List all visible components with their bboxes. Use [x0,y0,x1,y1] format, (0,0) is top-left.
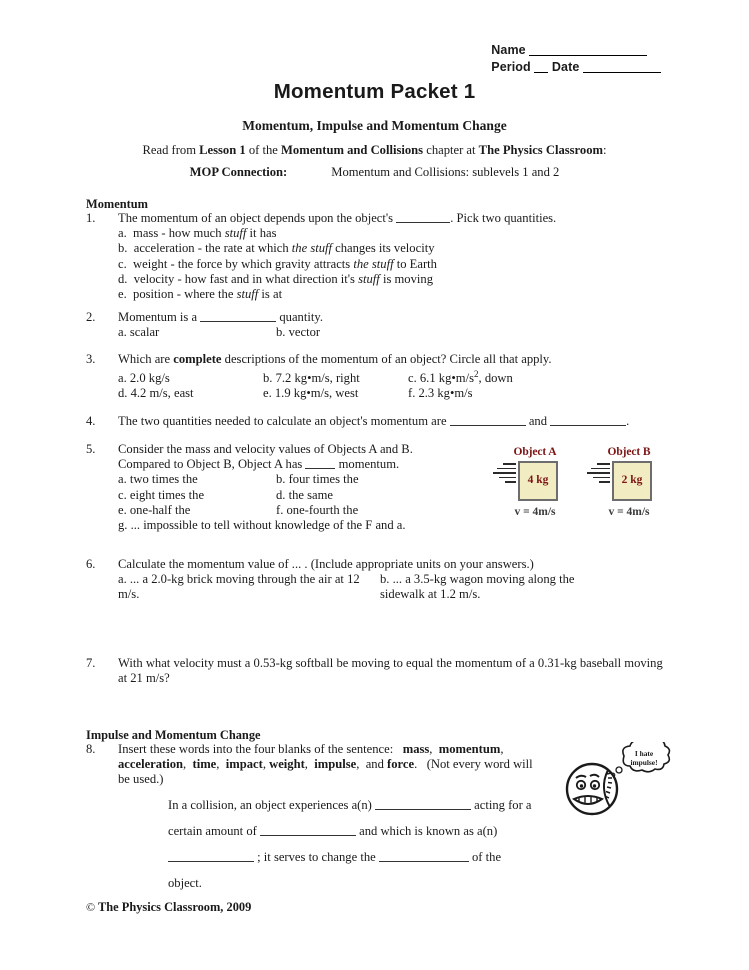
question-2 [86,310,506,340]
option-pre: acceleration - the rate at which [133,241,292,256]
question-3-option-e[interactable]: e. 1.9 kg•m/s, west [263,386,359,401]
question-5-options-row-2 [118,488,486,503]
read-mid2: chapter at [423,143,479,157]
bubble-text-line2: impulse! [630,758,658,767]
option-letter: a. [118,226,127,241]
question-3-option-d[interactable]: d. 4.2 m/s, east [118,386,194,401]
question-2-options [118,325,506,340]
question-5-line-2b: momentum. [335,457,400,472]
baseball-cartoon [562,742,674,820]
question-8-body [118,742,546,788]
option-letter: c. [118,256,127,271]
question-8-number: 8. [86,742,96,756]
question-8-note-a: (Not every word will be used.) [118,757,533,787]
question-6-stem: Calculate the momentum value of ... . (Include appropriate units on your answers.) [118,557,534,571]
question-6-part-a: a. ... a 2.0-kg brick moving through the air at 12 m/s. [118,572,360,602]
question-3-stem-a: Which are [118,352,174,366]
period-date-row [491,59,661,76]
question-5-option-e[interactable]: e. one-half the [118,502,191,517]
name-row [491,42,661,59]
question-5-line-2 [118,457,486,472]
question-5-option-a[interactable]: a. two times the [118,472,198,487]
object-a-velocity-label: v = 4m/s [514,506,556,518]
question-1-number: 1. [86,211,96,225]
question-1-option-a[interactable] [118,226,666,241]
question-4-stem-a: The two quantities needed to calculate an object's momentum are [118,414,450,428]
question-6-parts [118,572,686,602]
question-5-blank[interactable] [305,468,335,469]
question-5-option-d[interactable]: d. the same [276,487,334,502]
question-7-number: 7. [86,656,96,670]
question-5 [86,442,486,533]
question-1-option-c[interactable] [118,257,666,272]
option-post: is moving [379,271,433,286]
question-6-body [118,557,686,603]
option-post: to Earth [393,256,437,271]
option-pre: position - where the [133,287,237,302]
question-5-options-row-3 [118,503,486,518]
question-1-body [118,211,666,302]
question-2-option-b[interactable]: b. vector [276,325,321,340]
question-3-option-a[interactable]: a. 2.0 kg/s [118,371,170,386]
option-letter: e. [118,287,127,302]
question-5-options-row-1 [118,472,486,487]
word-and: and [365,757,384,772]
fill-line-1a: In a collision, an object experiences a(n) [168,798,376,812]
reading-assignment-line [0,143,749,158]
question-4-blank-1[interactable] [450,425,526,426]
object-b-mass-label: 2 kg [621,474,643,486]
question-2-blank[interactable] [200,321,276,322]
fill-line-3 [168,844,568,870]
question-8-words-line-2: acceleration, time, impact, weight, impulse, and force. (Not every word will be used.) [118,757,533,787]
question-3-option-f[interactable]: f. 2.3 kg•m/s [408,386,473,401]
baseball-icon [567,764,617,814]
option-italic: stuff [224,226,247,241]
question-1-blank[interactable] [396,222,450,223]
read-suffix: : [603,143,607,157]
name-label: Name [491,43,526,57]
footer-text: The Physics Classroom, 2009 [98,900,252,914]
question-4-stem-mid: and [525,414,551,428]
fill-blank-1[interactable] [375,809,471,810]
option-post: is at [258,287,283,302]
option-italic: stuff [358,271,380,286]
option-pre: weight - the force by which gravity attracts [133,256,354,271]
question-1-stem-a: The momentum of an object depends upon the object's [118,211,397,225]
question-8-intro: Insert these words into the four blanks of the sentence: mass, momentum, [118,742,504,756]
thought-bubble-icon [611,742,669,777]
question-8 [86,742,546,788]
question-5-line-1: Consider the mass and velocity values of Objects A and B. [118,442,413,456]
fill-line-2 [168,818,568,844]
student-info-header [491,42,661,75]
question-4-number: 4. [86,414,96,428]
name-blank-line[interactable] [529,55,647,56]
question-2-stem [118,310,506,325]
question-2-number: 2. [86,310,96,324]
fill-blank-4[interactable] [379,861,469,862]
question-7-text: With what velocity must a 0.53-kg softball be moving to equal the momentum of a 0.31-kg baseball moving at 21 m/s? [118,656,663,686]
read-chapter: Momentum and Collisions [281,143,424,157]
object-b-figure [586,446,672,528]
option-letter: d. [118,271,128,286]
question-3-body [118,352,686,402]
option-suffix: , down [478,371,513,386]
word-force: force [387,757,415,772]
question-1-stem [118,211,666,226]
fill-blank-3[interactable] [168,861,254,862]
pupil-left [580,784,583,787]
question-8-fill-in-paragraph [168,792,568,896]
option-letter: b. [118,241,128,256]
fill-line-3a: ; it serves to change the [254,850,379,864]
question-3-option-b[interactable]: b. 7.2 kg•m/s, right [263,371,360,386]
question-2-stem-a: Momentum is a [118,310,201,324]
bubble-dot-large [616,767,622,773]
question-3 [86,352,686,402]
page-subtitle: Momentum, Impulse and Momentum Change [242,118,507,133]
question-5-option-b[interactable]: b. four times the [276,472,359,487]
section-heading-impulse: Impulse and Momentum Change [86,728,261,742]
object-a-mass-label: 4 kg [527,474,549,486]
baseball-cartoon-svg [562,742,674,820]
superscript-2: 2 [473,369,479,380]
read-mid: of the [245,143,282,157]
question-3-stem [118,352,686,367]
fill-line-4: object. [168,876,202,890]
page-title: Momentum Packet 1 [273,80,476,103]
period-blank-line[interactable] [534,72,548,73]
question-2-body [118,310,506,340]
word-impulse: impulse [314,757,357,772]
object-b-box [612,461,652,501]
fill-line-1 [168,792,568,818]
question-5-option-f[interactable]: f. one-fourth the [276,502,359,517]
object-b-title: Object B [607,446,651,458]
word-weight: weight [269,757,305,772]
copyright-icon: © [86,900,96,914]
question-4-body [118,414,686,429]
fill-line-2a: certain amount of [168,824,260,838]
word-time: time [192,757,217,772]
mop-value: Momentum and Collisions: sublevels 1 and 2 [331,165,560,179]
object-a-box [518,461,558,501]
question-4-blank-2[interactable] [550,425,626,426]
fill-line-3b: of the [468,850,502,864]
option-italic: stuff [236,287,259,302]
section-heading-momentum: Momentum [86,197,148,211]
object-a-title: Object A [513,446,557,458]
question-5-line-2a: Compared to Object B, Object A has [118,457,306,472]
mop-connection-line [0,165,749,180]
question-4-stem-b: . [626,414,630,428]
question-3-number: 3. [86,352,96,366]
question-3-stem-bold: complete [173,352,222,366]
question-1-option-e[interactable] [118,287,666,302]
question-4 [86,414,686,429]
question-1 [86,211,666,302]
read-prefix: Read from [142,143,200,157]
question-2-option-a[interactable]: a. scalar [118,325,160,340]
object-a-figure [492,446,578,528]
option-pre: mass - how much [133,226,225,241]
pupil-right [593,784,596,787]
word-acceleration: acceleration [118,757,184,772]
date-label: Date [551,59,580,74]
mop-label: MOP Connection: [189,165,288,179]
question-5-option-c[interactable]: c. eight times the [118,487,205,502]
question-3-options-row-2 [118,386,686,401]
read-site: The Physics Classroom [478,143,603,157]
question-5-body [118,442,486,533]
option-text: c. 6.1 kg•m/s [408,371,474,386]
question-1-option-b[interactable] [118,241,666,256]
fill-line-1b: acting for a [471,798,532,812]
period-label: Period [491,59,531,74]
object-b-velocity-label: v = 4m/s [608,506,650,518]
word-momentum: momentum [438,742,501,756]
date-blank-line[interactable] [583,72,661,73]
question-8-intro-text: Insert these words into the four blanks of the sentence: [118,742,394,756]
fill-line-2b: and which is known as a(n) [355,824,498,838]
question-5-option-g[interactable]: g. ... impossible to tell without knowledge of the F and a. [118,518,406,533]
objects-diagram [492,446,672,528]
question-5-number: 5. [86,442,96,456]
motion-lines-icon-b [586,463,610,497]
question-3-options-row-1 [118,371,686,386]
option-post: it has [246,226,277,241]
read-lesson: Lesson 1 [199,143,246,157]
option-post: changes its velocity [332,241,435,256]
question-3-stem-b: descriptions of the momentum of an object? Circle all that apply. [221,352,552,366]
footer [86,900,251,915]
word-impact: impact [225,757,263,772]
question-3-option-c[interactable] [408,371,513,386]
question-6-number: 6. [86,557,96,571]
option-italic: the stuff [353,256,394,271]
question-2-stem-b: quantity. [276,310,323,324]
bubble-text-line1: I hate [634,749,654,758]
fill-blank-2[interactable] [260,835,356,836]
word-mass: mass [402,742,430,756]
option-pre: velocity - how fast and in what direction it's [133,271,359,286]
question-6-part-b: b. ... a 3.5-kg wagon moving along the sidewalk at 1.2 m/s. [380,572,575,602]
question-1-stem-b: . Pick two quantities. [450,211,557,225]
question-6 [86,557,686,603]
option-italic: the stuff [291,241,333,256]
question-1-option-d[interactable] [118,272,666,287]
question-7 [86,656,666,686]
motion-lines-icon-a [492,463,516,497]
